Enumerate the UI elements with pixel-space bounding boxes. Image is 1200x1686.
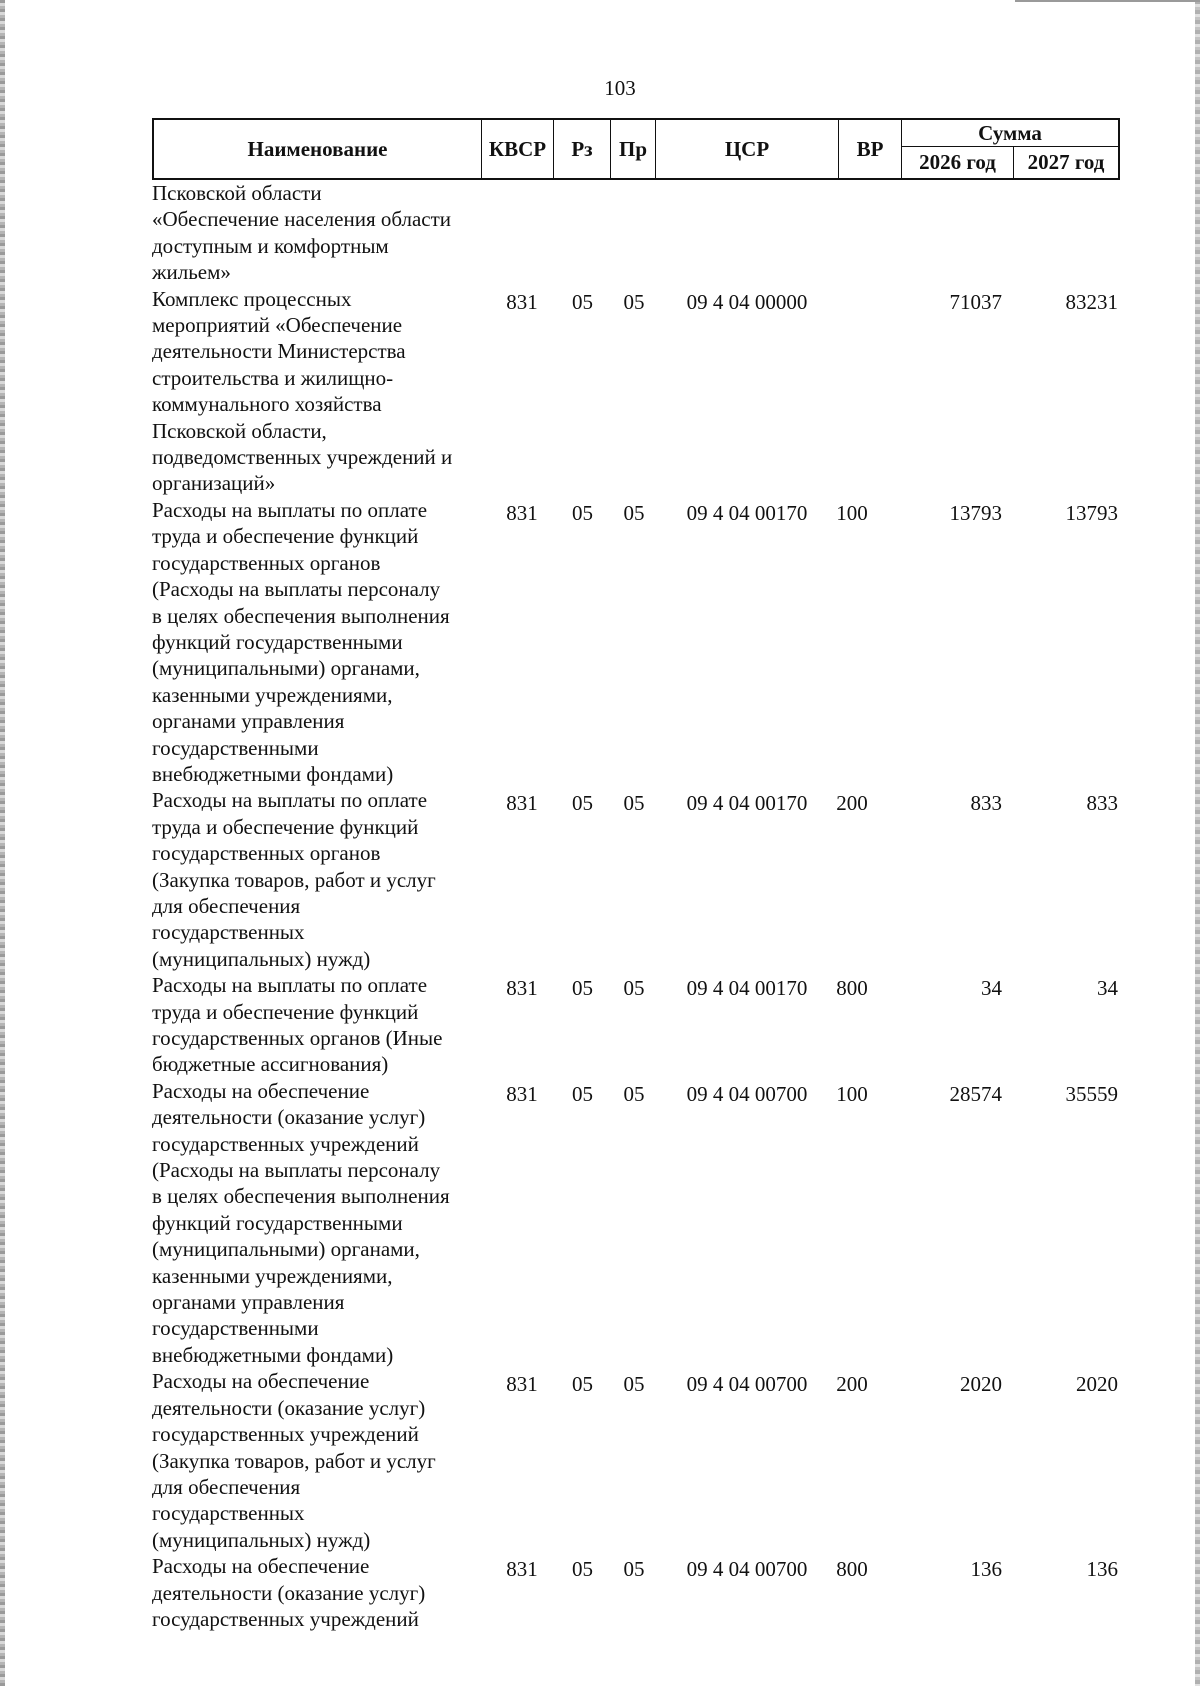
cell-2026: 71037: [949, 289, 1002, 314]
cell-rz: 05: [572, 1557, 593, 1582]
table-row: [152, 497, 1120, 787]
cell-kvsr: 831: [506, 1372, 538, 1397]
name-line: (муниципальных) нужд): [152, 1527, 371, 1552]
header-rz: Рз: [554, 120, 611, 178]
name-line: органами управления: [152, 709, 345, 734]
header-kvsr: КВСР: [482, 120, 554, 178]
table-row: [152, 1368, 1120, 1553]
name-line: в целях обеспечения выполнения: [152, 1184, 450, 1209]
name-line: Расходы на обеспечение: [152, 1369, 370, 1394]
cell-kvsr: 831: [506, 1557, 538, 1582]
name-line: государственных учреждений: [152, 1606, 419, 1631]
name-line: внебюджетными фондами): [152, 1342, 394, 1367]
cell-2027: 83231: [1065, 289, 1118, 314]
name-line: строительства и жилищно-: [152, 365, 394, 390]
cell-name: [152, 1368, 472, 1553]
name-line: внебюджетными фондами): [152, 761, 394, 786]
name-line: «Обеспечение населения области: [152, 207, 452, 232]
table-row: [152, 787, 1120, 972]
name-line: для обеспечения: [152, 1474, 301, 1499]
cell-vr: 200: [836, 1372, 868, 1397]
name-line: деятельности (оказание услуг): [152, 1580, 426, 1605]
table-row: [152, 286, 1120, 497]
cell-rz: 05: [572, 976, 593, 1001]
cell-vr: 200: [836, 791, 868, 816]
cell-csr: 09 4 04 00700: [686, 1081, 808, 1106]
name-line: Расходы на выплаты по оплате: [152, 497, 428, 522]
cell-csr: 09 4 04 00170: [686, 500, 808, 525]
cell-pr: 05: [623, 1557, 645, 1582]
name-line: государственных учреждений: [152, 1422, 419, 1447]
name-line: мероприятий «Обеспечение: [152, 313, 403, 338]
name-line: (муниципальными) органами,: [152, 656, 420, 681]
cell-vr: 800: [836, 976, 868, 1001]
cell-rz: 05: [572, 289, 593, 314]
name-line: (Закупка товаров, работ и услуг: [152, 867, 436, 892]
cell-2027: 13793: [1065, 500, 1118, 525]
name-line: Расходы на выплаты по оплате: [152, 973, 428, 998]
cell-kvsr: 831: [506, 500, 538, 525]
cell-2027: 34: [1097, 976, 1118, 1001]
name-line: в целях обеспечения выполнения: [152, 603, 450, 628]
cell-kvsr: 831: [506, 976, 538, 1001]
cell-vr: 100: [836, 500, 868, 525]
page-number: 103: [604, 76, 636, 100]
cell-kvsr: 831: [506, 1081, 538, 1106]
name-line: коммунального хозяйства: [152, 392, 382, 417]
name-line: государственными: [152, 735, 319, 760]
name-line: Комплекс процессных: [152, 286, 352, 311]
name-line: казенными учреждениями,: [152, 682, 393, 707]
cell-vr: 800: [836, 1557, 868, 1582]
scan-top-line: [1015, 0, 1200, 2]
name-line: жильем»: [152, 260, 231, 285]
name-line: для обеспечения: [152, 893, 301, 918]
name-line: государственных учреждений: [152, 1131, 419, 1156]
cell-rz: 05: [572, 1372, 593, 1397]
name-line: (Закупка товаров, работ и услуг: [152, 1448, 436, 1473]
name-line: государственных органов (Иные: [152, 1026, 443, 1050]
name-line: государственных: [152, 920, 305, 945]
cell-csr: 09 4 04 00170: [686, 976, 808, 1001]
name-line: бюджетные ассигнования): [152, 1052, 389, 1077]
cell-2027: 2020: [1076, 1372, 1118, 1397]
name-line: деятельности (оказание услуг): [152, 1105, 426, 1130]
cell-name: [152, 286, 472, 497]
cell-2027: 833: [1086, 791, 1118, 816]
cell-pr: 05: [623, 1372, 645, 1397]
table-row: [152, 1078, 1120, 1368]
cell-name: [152, 1078, 472, 1368]
name-line: функций государственными: [152, 629, 403, 654]
name-line: (муниципальных) нужд): [152, 946, 371, 971]
cell-name: [152, 972, 472, 1078]
cell-pr: 05: [623, 1081, 645, 1106]
cell-2026: 34: [981, 976, 1002, 1001]
name-line: подведомственных учреждений и: [152, 445, 453, 470]
scan-edge-left: [0, 0, 5, 1686]
name-line: Расходы на выплаты по оплате: [152, 788, 428, 813]
cell-name: [152, 497, 472, 787]
name-line: деятельности Министерства: [152, 339, 406, 364]
name-line: (муниципальными) органами,: [152, 1237, 420, 1262]
name-line: функций государственными: [152, 1210, 403, 1235]
cell-pr: 05: [623, 976, 645, 1001]
cell-pr: 05: [623, 791, 645, 816]
header-vr: ВР: [839, 120, 902, 178]
cell-2026: 136: [970, 1557, 1002, 1582]
name-line: Расходы на обеспечение: [152, 1554, 370, 1579]
name-line: труда и обеспечение функций: [152, 999, 419, 1024]
cell-name: [152, 787, 472, 972]
cell-pr: 05: [623, 500, 645, 525]
table-header: [152, 118, 1120, 180]
name-line: Псковской области,: [152, 418, 327, 443]
cell-csr: 09 4 04 00170: [686, 791, 808, 816]
cell-2026: 13793: [949, 500, 1002, 525]
cell-rz: 05: [572, 791, 593, 816]
cell-kvsr: 831: [506, 289, 538, 314]
name-line: труда и обеспечение функций: [152, 524, 419, 549]
name-line: труда и обеспечение функций: [152, 814, 419, 839]
header-2027: 2027 год: [1027, 150, 1105, 174]
cell-pr: 05: [623, 289, 645, 314]
cell-kvsr: 831: [506, 791, 538, 816]
cell-2027: 35559: [1065, 1081, 1118, 1106]
name-line: государственных органов: [152, 550, 381, 575]
name-line: казенными учреждениями,: [152, 1263, 393, 1288]
header-name: Наименование: [154, 120, 482, 178]
cell-name: [152, 1553, 472, 1632]
name-line: органами управления: [152, 1290, 345, 1315]
cell-2027: 136: [1086, 1557, 1118, 1582]
cell-csr: 09 4 04 00700: [686, 1557, 808, 1582]
name-line: государственных органов: [152, 841, 381, 866]
table-row: [152, 1553, 1120, 1632]
cell-csr: 09 4 04 00000: [686, 289, 808, 314]
cell-2026: 833: [970, 791, 1002, 816]
name-line: (Расходы на выплаты персоналу: [152, 577, 441, 602]
name-line: организаций»: [152, 471, 276, 496]
cell-rz: 05: [572, 1081, 593, 1106]
name-line: (Расходы на выплаты персоналу: [152, 1158, 441, 1183]
name-line: Псковской области: [152, 181, 322, 205]
scan-edge-right: [1195, 0, 1200, 1686]
name-line: государственными: [152, 1316, 319, 1341]
table-row: [152, 180, 1120, 286]
cell-2026: 2020: [960, 1372, 1002, 1397]
cell-name: [152, 180, 472, 286]
header-sum: Сумма: [902, 120, 1118, 147]
header-csr: ЦСР: [656, 120, 839, 178]
name-line: Расходы на обеспечение: [152, 1078, 370, 1103]
name-line: деятельности (оказание услуг): [152, 1395, 426, 1420]
cell-2026: 28574: [949, 1081, 1002, 1106]
cell-csr: 09 4 04 00700: [686, 1372, 808, 1397]
name-line: доступным и комфортным: [152, 233, 389, 258]
header-pr: Пр: [611, 120, 656, 178]
cell-rz: 05: [572, 500, 593, 525]
header-2026: 2026 год: [902, 147, 1014, 178]
table-row: [152, 972, 1120, 1078]
table-body: [152, 180, 1120, 1632]
name-line: государственных: [152, 1501, 305, 1526]
cell-vr: 100: [836, 1081, 868, 1106]
